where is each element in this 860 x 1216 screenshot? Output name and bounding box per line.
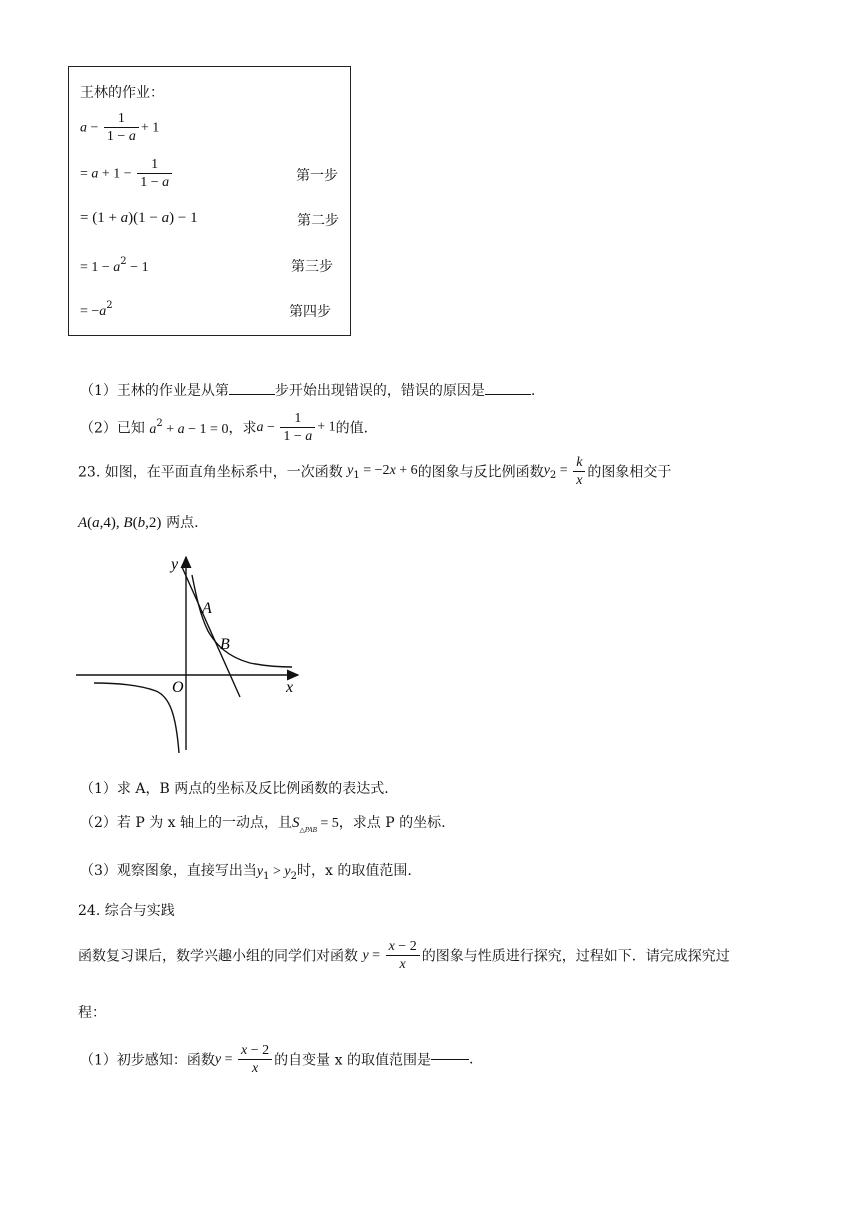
homework-step3-expr: = $1 - a^2 - 1$ [80,256,149,275]
q23-sub2-text-b: ，求点 P 的坐标. [338,815,446,831]
homework-step2-expr: = (1 + a)(1 − a) − 1 [80,210,198,226]
q22-part2-text-b: ，求 [228,420,257,437]
homework-step1-expr: = a + 1 − $\frac{1}{1 - a}$ [80,156,174,191]
q23-intro: 23. 如图，在平面直角坐标系中，一次函数 $y_1 = -2x + 6$的图象与反比例函数$y_2$ = $\frac{k}{x}$ 的图象相交于 [78,455,672,488]
q22-part1-end: . [530,383,536,399]
q23-sub2-text-a: （2）若 P 为 x 轴上的一动点，且 [80,815,293,831]
step-label-1: 第一步 [296,168,338,184]
q23-sub3-text-b: 时，x 的取值范围. [297,863,412,879]
q24-intro: 函数复习课后，数学兴趣小组的同学们对函数 y = $\frac{x - 2}{x}$ 的图象与性质进行探究，过程如下．请完成探究过 [78,939,730,972]
q24-sub1-end: . [468,1051,474,1068]
q23-sub2: （2）若 P 为 x 轴上的一动点，且$S_{\triangle PAB} = 5$，求点 P 的坐标. [80,815,446,834]
linear-function-line [182,567,240,697]
q24-intro-cont: 程： [78,1005,106,1021]
q22-part2-text-c: 的值. [335,420,369,437]
q22-part1-text-a: （1）王林的作业是从第 [80,383,229,399]
q24-intro-text-b: 的图象与性质进行探究，过程如下．请完成探究过 [421,948,730,965]
q22-blank-reason[interactable] [485,394,531,395]
q24-heading: 24. 综合与实践 [78,903,175,919]
q22-part2-text-a: （2）已知 [80,420,145,437]
q23-sub1: （1）求 A，B 两点的坐标及反比例函数的表达式. [80,781,389,797]
homework-title: 王林的作业： [80,85,164,101]
q24-sub1: （1）初步感知：函数y = $\frac{x - 2}{x}$ 的自变量 x 的取值范围是 . [80,1043,474,1076]
q24-blank-domain[interactable] [431,1059,469,1060]
q22-part2: （2）已知 $a^2 + a - 1 = 0$，求a − $\frac{1}{1 - a}$ + 1的值. [80,411,369,444]
q23-intro-text-a: 23. 如图，在平面直角坐标系中，一次函数 [78,464,343,481]
q23-sub3-text-a: （3）观察图象，直接写出当 [80,863,257,879]
homework-box [68,66,351,336]
q23-sub3: （3）观察图象，直接写出当$y_1 > y_2$时，x 的取值范围. [80,863,412,882]
hyperbola-branch-q3 [94,683,179,753]
q23-intro-text-c: 的图象相交于 [587,464,672,481]
hyperbola-branch-q1 [192,575,292,667]
q23-intro-text-d: 两点. [166,515,199,531]
q23-graph [70,545,310,760]
q23-intro-text-b: 的图象与反比例函数 [417,464,544,481]
graph-label-B: B [220,636,230,653]
q22-part1-text-b: 步开始出现错误的，错误的原因是 [274,383,485,399]
q24-sub1-text-a: （1）初步感知：函数 [80,1052,215,1069]
homework-step4-expr: = $-a^2$ [80,300,113,319]
step-label-3: 第三步 [291,259,333,275]
q24-intro-text-a: 函数复习课后，数学兴趣小组的同学们对函数 [78,948,358,965]
q22-part1 [80,380,535,400]
graph-label-y: y [171,556,179,573]
homework-expression: a − $\frac{1}{1 - a}$ + 1 [80,111,160,144]
graph-label-origin: O [172,679,184,696]
graph-label-x: x [286,679,294,696]
q24-sub1-text-b: 的自变量 x 的取值范围是 [274,1052,431,1069]
q23-points: A(a,4), B(b,2) 两点. [78,515,199,531]
step-label-2: 第二步 [297,213,339,229]
graph-label-A: A [202,600,212,617]
step-label-4: 第四步 [289,304,331,320]
q22-blank-step[interactable] [229,394,275,395]
